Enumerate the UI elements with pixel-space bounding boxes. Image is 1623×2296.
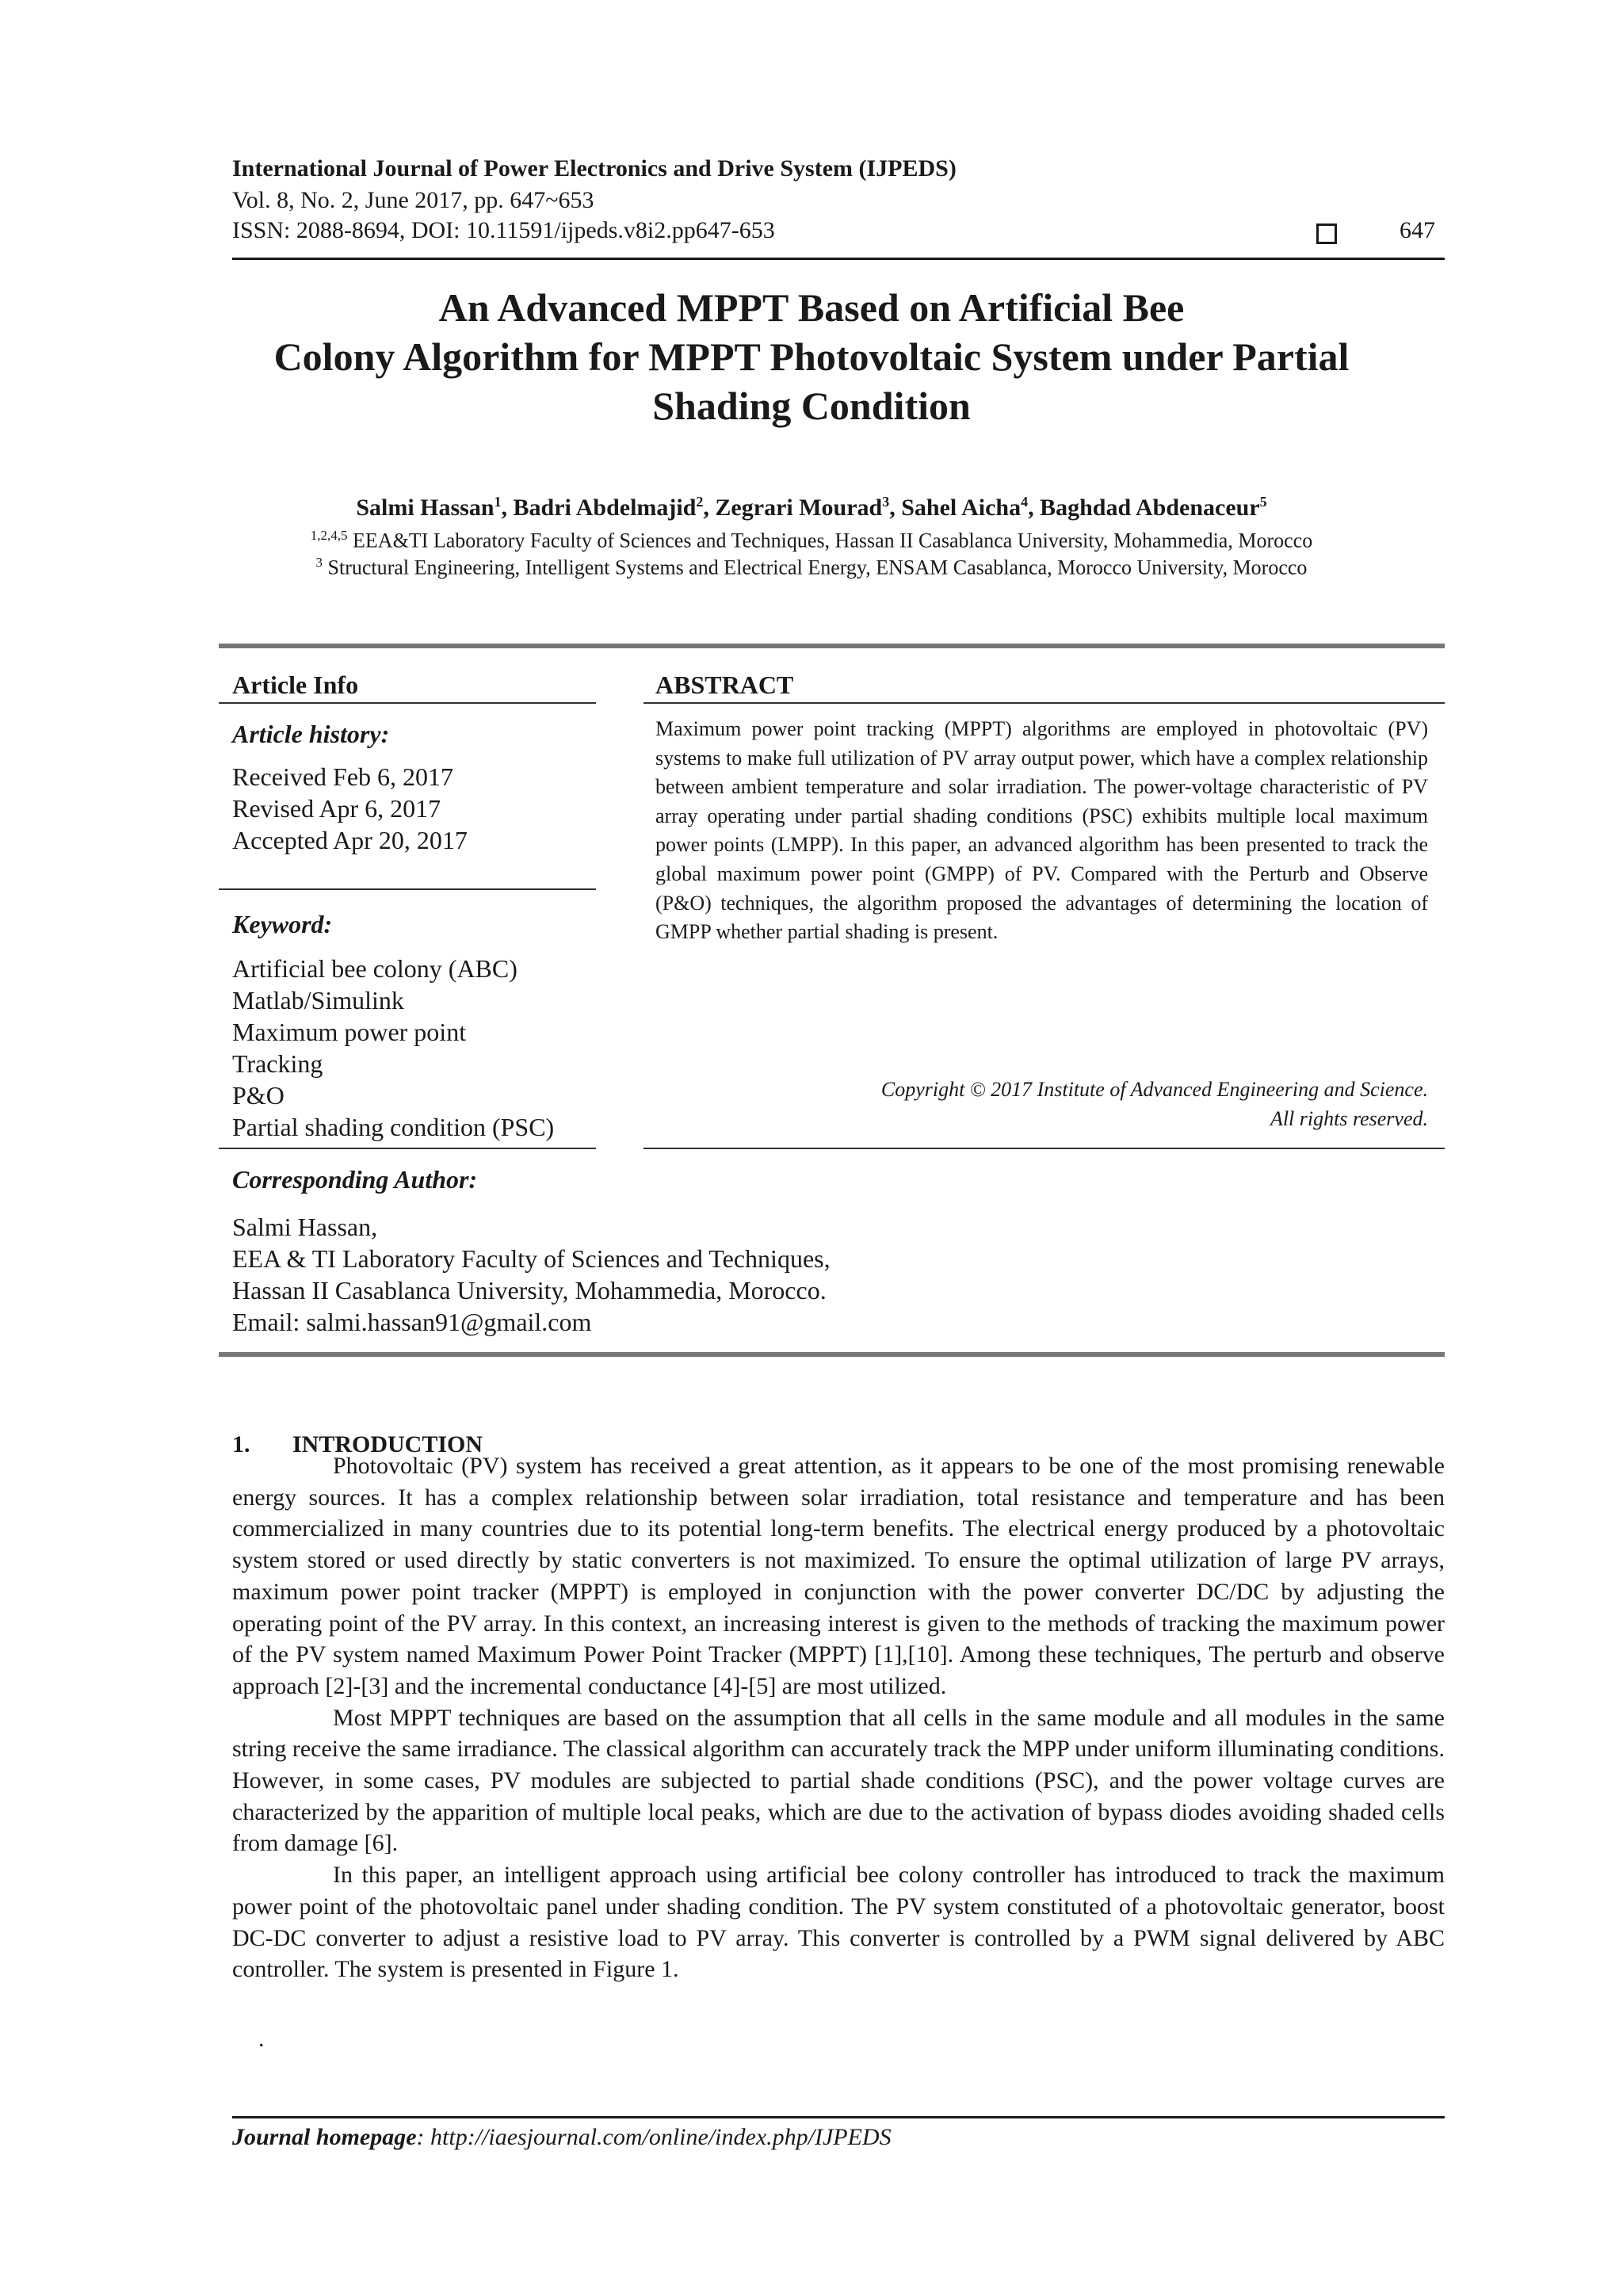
affiliation-text: Structural Engineering, Intelligent Systems and Electrical Energy, ENSAM Casablanca, Morocco University, Morocco [327, 556, 1308, 579]
info-box-bottom-rule [219, 1352, 1445, 1357]
history-keyword-rule [219, 888, 596, 890]
journal-issn-doi: ISSN: 2088-8694, DOI: 10.11591/ijpeds.v8i2.pp647-653 [232, 217, 775, 243]
article-info-heading: Article Info [232, 670, 359, 699]
info-box-top-rule [219, 644, 1445, 648]
title-line-3: Shading Condition [652, 384, 971, 428]
corresponding-email: Email: salmi.hassan91@gmail.com [232, 1308, 592, 1336]
corresponding-line: Hassan II Casablanca University, Mohammedia, Morocco. [232, 1276, 827, 1305]
abstract-heading: ABSTRACT [655, 670, 794, 699]
article-info-rule [219, 702, 596, 704]
author-name: Salmi Hassan [356, 495, 495, 521]
affiliation-1 [158, 528, 1465, 553]
author-sup: 1 [494, 494, 502, 510]
author-name: Sahel Aicha [901, 495, 1022, 521]
corresponding-author-heading: Corresponding Author: [232, 1165, 478, 1194]
accepted-date: Accepted Apr 20, 2017 [232, 826, 468, 854]
affiliation-2 [158, 555, 1465, 580]
journal-name: International Journal of Power Electronics and Drive System (IJPEDS) [232, 155, 957, 181]
homepage-label: Journal homepage [232, 2124, 417, 2150]
section-number: 1. [232, 1431, 250, 1457]
copyright-line-2: All rights reserved. [1270, 1107, 1428, 1130]
paper-title [158, 283, 1465, 430]
paragraph: In this paper, an intelligent approach using artificial bee colony controller has introduced to track the maximum power point of the photovoltaic panel under shading condition. The PV system constituted of a photovoltaic generator, boost DC-DC converter to adjust a resistive load to PV array. This converter is controlled by a PWM signal delivered by ABC controller. The system is presented in Figure 1. [232, 1862, 1445, 1983]
author-sup: 5 [1259, 494, 1267, 510]
corresponding-line: Salmi Hassan, [232, 1213, 378, 1241]
author-sup: 4 [1021, 494, 1029, 510]
author-name: Badri Abdelmajid [513, 495, 697, 521]
abstract-text: Maximum power point tracking (MPPT) algorithms are employed in photovoltaic (PV) systems to make full utilization of PV array output power, which have a complex relationship between ambient temperature and solar irradiation. The power-voltage characteristic of PV array operating under partial shading conditions (PSC) exhibits multiple local maximum power points (LMPP). In this paper, an advanced algorithm has been presented to track the global maximum power point (GMPP) of PV. Compared with the Perturb and Observe (P&O) techniques, the algorithm proposed the advantages of determining the location of GMPP whether partial shading is present. [655, 717, 1428, 944]
keyword-heading: Keyword: [232, 910, 333, 938]
affiliation-sup: 1,2,4,5 [310, 528, 348, 543]
corresponding-line: EEA & TI Laboratory Faculty of Sciences and Techniques, [232, 1244, 831, 1273]
keyword-bottom-rule [219, 1148, 596, 1149]
author-name: Zegrari Mourad [715, 495, 883, 521]
affiliation-text: EEA&TI Laboratory Faculty of Sciences and Techniques, Hassan II Casablanca University, Mohammedia, Morocco [353, 529, 1313, 552]
title-line-1: An Advanced MPPT Based on Artificial Bee [438, 285, 1185, 330]
affiliation-sup: 3 [315, 555, 323, 570]
header-rule [232, 258, 1445, 260]
keyword-item: P&O [232, 1081, 285, 1110]
revised-date: Revised Apr 6, 2017 [232, 794, 441, 823]
paragraph: Most MPPT techniques are based on the assumption that all cells in the same module and all modules in the same string receive the same irradiance. The classical algorithm can accurately track the MPP under uniform illuminating conditions. However, in some cases, PV modules are subjected to partial shade conditions (PSC), and the power voltage curves are characterized by the apparition of multiple local peaks, which are due to the activation of bypass diodes avoiding shaded cells from damage [6]. [232, 1704, 1445, 1857]
abstract-heading-rule [643, 702, 1445, 704]
author-list: Salmi Hassan$^1$, Badri Abdelmajid$^2$, Zegrari Mourad$^3$, Sahel Aicha$^4$, Baghdad Abdenaceur$^5$ [356, 494, 1267, 521]
introduction-body [232, 1450, 1445, 1985]
journal-volume: Vol. 8, No. 2, June 2017, pp. 647~653 [232, 187, 594, 213]
keyword-item: Matlab/Simulink [232, 986, 404, 1014]
author-sup: 2 [696, 494, 704, 510]
section-title: INTRODUCTION [292, 1431, 483, 1457]
journal-homepage: Journal homepage: http://iaesjournal.com/online/index.php/IJPEDS [232, 2124, 892, 2150]
homepage-link[interactable]: http://iaesjournal.com/online/index.php/IJPEDS [430, 2124, 892, 2150]
keyword-item: Artificial bee colony (ABC) [232, 954, 517, 983]
checkbox-square-icon [1316, 223, 1337, 244]
page-number: 647 [1400, 217, 1435, 243]
keyword-item: Tracking [232, 1049, 323, 1078]
received-date: Received Feb 6, 2017 [232, 762, 454, 791]
paragraph: Photovoltaic (PV) system has received a great attention, as it appears to be one of the most promising renewable energy sources. It has a complex relationship between solar irradiation, total resistance and temperature and has been commercialized in many countries due to its potential long-term benefits. The electrical energy produced by a photovoltaic system stored or used directly by static converters is not maximized. To ensure the optimal utilization of large PV arrays, maximum power point tracker (MPPT) is employed in conjunction with the power converter DC/DC by adjusting the operating point of the PV array. In this context, an increasing interest is given to the methods of tracking the maximum power of the PV system named Maximum Power Point Tracker (MPPT) [1],[10]. Among these techniques, The perturb and observe approach [2]-[3] and the incremental conductance [4]-[5] are most utilized. [232, 1453, 1445, 1699]
keyword-item: Maximum power point [232, 1018, 467, 1046]
copyright-line-1: Copyright © 2017 Institute of Advanced Engineering and Science. [880, 1078, 1428, 1101]
author-name: Baghdad Abdenaceur [1040, 495, 1260, 521]
article-history-heading: Article history: [232, 720, 390, 748]
stray-mark: . [258, 2026, 265, 2052]
title-line-2: Colony Algorithm for MPPT Photovoltaic System under Partial [273, 334, 1350, 379]
keyword-item: Partial shading condition (PSC) [232, 1113, 555, 1141]
footer-rule [232, 2116, 1445, 2118]
abstract-bottom-rule [643, 1148, 1445, 1149]
author-sup: 3 [882, 494, 890, 510]
